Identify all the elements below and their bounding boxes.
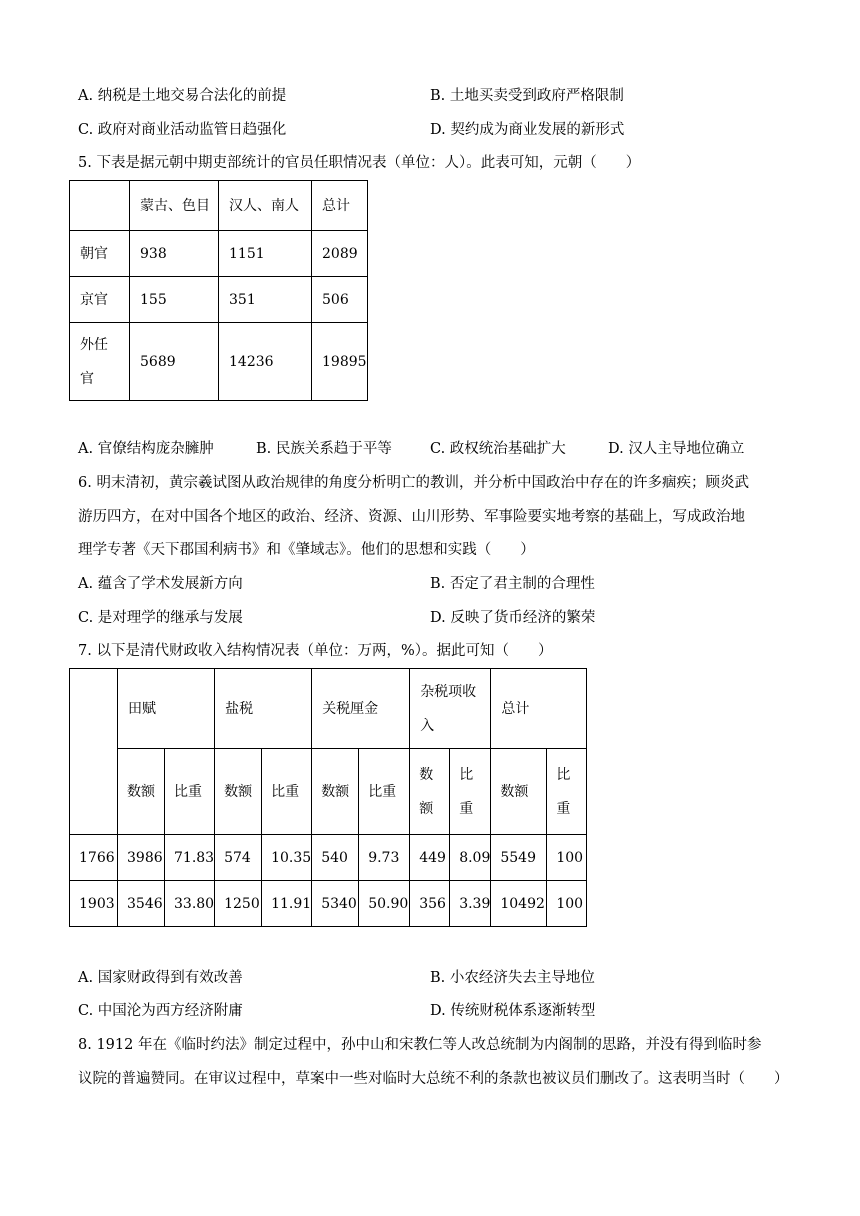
table-cell: 155 [130,277,219,323]
table-cell: 71.83 [165,835,215,881]
table-subheader: 数额 [215,749,262,835]
table-header: 关税厘金 [312,669,410,749]
q5-option-a: A. 官僚结构庞杂臃肿 [78,441,214,457]
table-header: 蒙古、色目 [130,181,219,231]
table-cell: 10.35 [262,835,312,881]
q6-stem-line3: 理学专著《天下郡国利病书》和《肇域志》。他们的思想和实践（ ） [78,542,535,558]
table-cell [70,669,118,835]
q6-option-a: A. 蕴含了学术发展新方向 [78,576,243,592]
q6-stem-line1: 6. 明末清初，黄宗羲试图从政治规律的角度分析明亡的教训，并分析中国政治中存在的许多痼疾；顾炎武 [78,475,749,491]
table-cell: 8.09 [450,835,491,881]
table-cell: 574 [215,835,262,881]
table-row [70,835,587,881]
table-cell: 2089 [312,231,368,277]
q4-option-b: B. 土地买卖受到政府严格限制 [430,88,624,104]
table-cell: 19895 [312,323,368,401]
table-cell: 938 [130,231,219,277]
q4-option-c: C. 政府对商业活动监管日趋强化 [78,122,287,138]
cell-line: 数 [419,766,434,783]
cell-line: 重 [459,800,474,817]
table-cell: 1151 [219,231,312,277]
table-cell: 10492 [491,881,547,927]
table-header: 盐税 [215,669,312,749]
table-cell: 3546 [118,881,165,927]
table-subheader [450,749,491,835]
table-subheader: 数额 [312,749,359,835]
q5-official-table [69,180,368,401]
table-cell: 540 [312,835,359,881]
q8-stem-line2: 议院的普遍赞同。在审议过程中，草案中一些对临时大总统不利的条款也被议员们删改了。这表明当时（ ） [78,1071,789,1087]
table-header: 总计 [312,181,368,231]
q5-option-d: D. 汉人主导地位确立 [608,441,745,457]
table-cell: 356 [410,881,450,927]
table-cell: 506 [312,277,368,323]
table-cell: 14236 [219,323,312,401]
table-header: 田赋 [118,669,215,749]
table-header: 总计 [491,669,587,749]
q4-option-d: D. 契约成为商业发展的新形式 [430,122,625,138]
table-row [70,881,587,927]
table-header [410,669,491,749]
table-cell: 50.90 [359,881,410,927]
table-header: 汉人、南人 [219,181,312,231]
table-cell: 5340 [312,881,359,927]
table-subheader [547,749,587,835]
table-subheader: 数额 [118,749,165,835]
table-cell: 1250 [215,881,262,927]
cell-line: 入 [420,717,435,734]
table-cell: 11.91 [262,881,312,927]
cell-line: 外任 [80,336,108,353]
q7-revenue-table [69,668,587,927]
table-cell [70,181,130,231]
q7-stem: 7. 以下是清代财政收入结构情况表（单位：万两，%）。据此可知（ ） [78,643,553,659]
q4-option-a: A. 纳税是土地交易合法化的前提 [78,88,287,104]
q7-option-a: A. 国家财政得到有效改善 [78,970,243,986]
q8-stem-line1: 8. 1912 年在《临时约法》制定过程中，孙中山和宋教仁等人改总统制为内阁制的思路，并没有得到临时参 [78,1037,762,1053]
table-row [70,231,368,277]
cell-line: 官 [80,370,94,387]
table-subheader-row [70,749,587,835]
cell-line: 额 [419,800,434,817]
table-cell: 100 [547,835,587,881]
table-row [70,323,368,401]
table-cell: 朝官 [70,231,130,277]
table-cell: 351 [219,277,312,323]
table-cell: 33.80 [165,881,215,927]
table-subheader: 数额 [491,749,547,835]
q7-option-d: D. 传统财税体系逐渐转型 [430,1003,596,1019]
table-header-row [70,669,587,749]
table-cell: 3.39 [450,881,491,927]
table-cell: 100 [547,881,587,927]
table-cell: 京官 [70,277,130,323]
table-cell: 1903 [70,881,118,927]
table-row [70,277,368,323]
cell-line: 重 [556,800,571,817]
cell-line: 比 [556,766,571,783]
q6-option-d: D. 反映了货币经济的繁荣 [430,610,596,626]
table-cell: 1766 [70,835,118,881]
table-cell: 449 [410,835,450,881]
table-cell: 5689 [130,323,219,401]
table-subheader: 比重 [359,749,410,835]
table-cell [70,323,130,401]
table-header-row [70,181,368,231]
table-subheader: 比重 [165,749,215,835]
q5-option-c: C. 政权统治基础扩大 [430,441,566,457]
cell-line: 杂税项收 [420,683,477,700]
q6-stem-line2: 游历四方，在对中国各个地区的政治、经济、资源、山川形势、军事险要实地考察的基础上，写成政治地 [78,509,745,525]
table-cell: 9.73 [359,835,410,881]
q7-option-c: C. 中国沦为西方经济附庸 [78,1003,243,1019]
table-cell: 3986 [118,835,165,881]
q5-stem: 5. 下表是据元朝中期吏部统计的官员任职情况表（单位：人）。此表可知，元朝（ ） [78,155,641,171]
cell-line: 比 [459,766,474,783]
table-subheader: 比重 [262,749,312,835]
q6-option-c: C. 是对理学的继承与发展 [78,610,243,626]
q5-option-b: B. 民族关系趋于平等 [256,441,392,457]
table-cell: 5549 [491,835,547,881]
table-subheader [410,749,450,835]
q6-option-b: B. 否定了君主制的合理性 [430,576,595,592]
q7-option-b: B. 小农经济失去主导地位 [430,970,595,986]
